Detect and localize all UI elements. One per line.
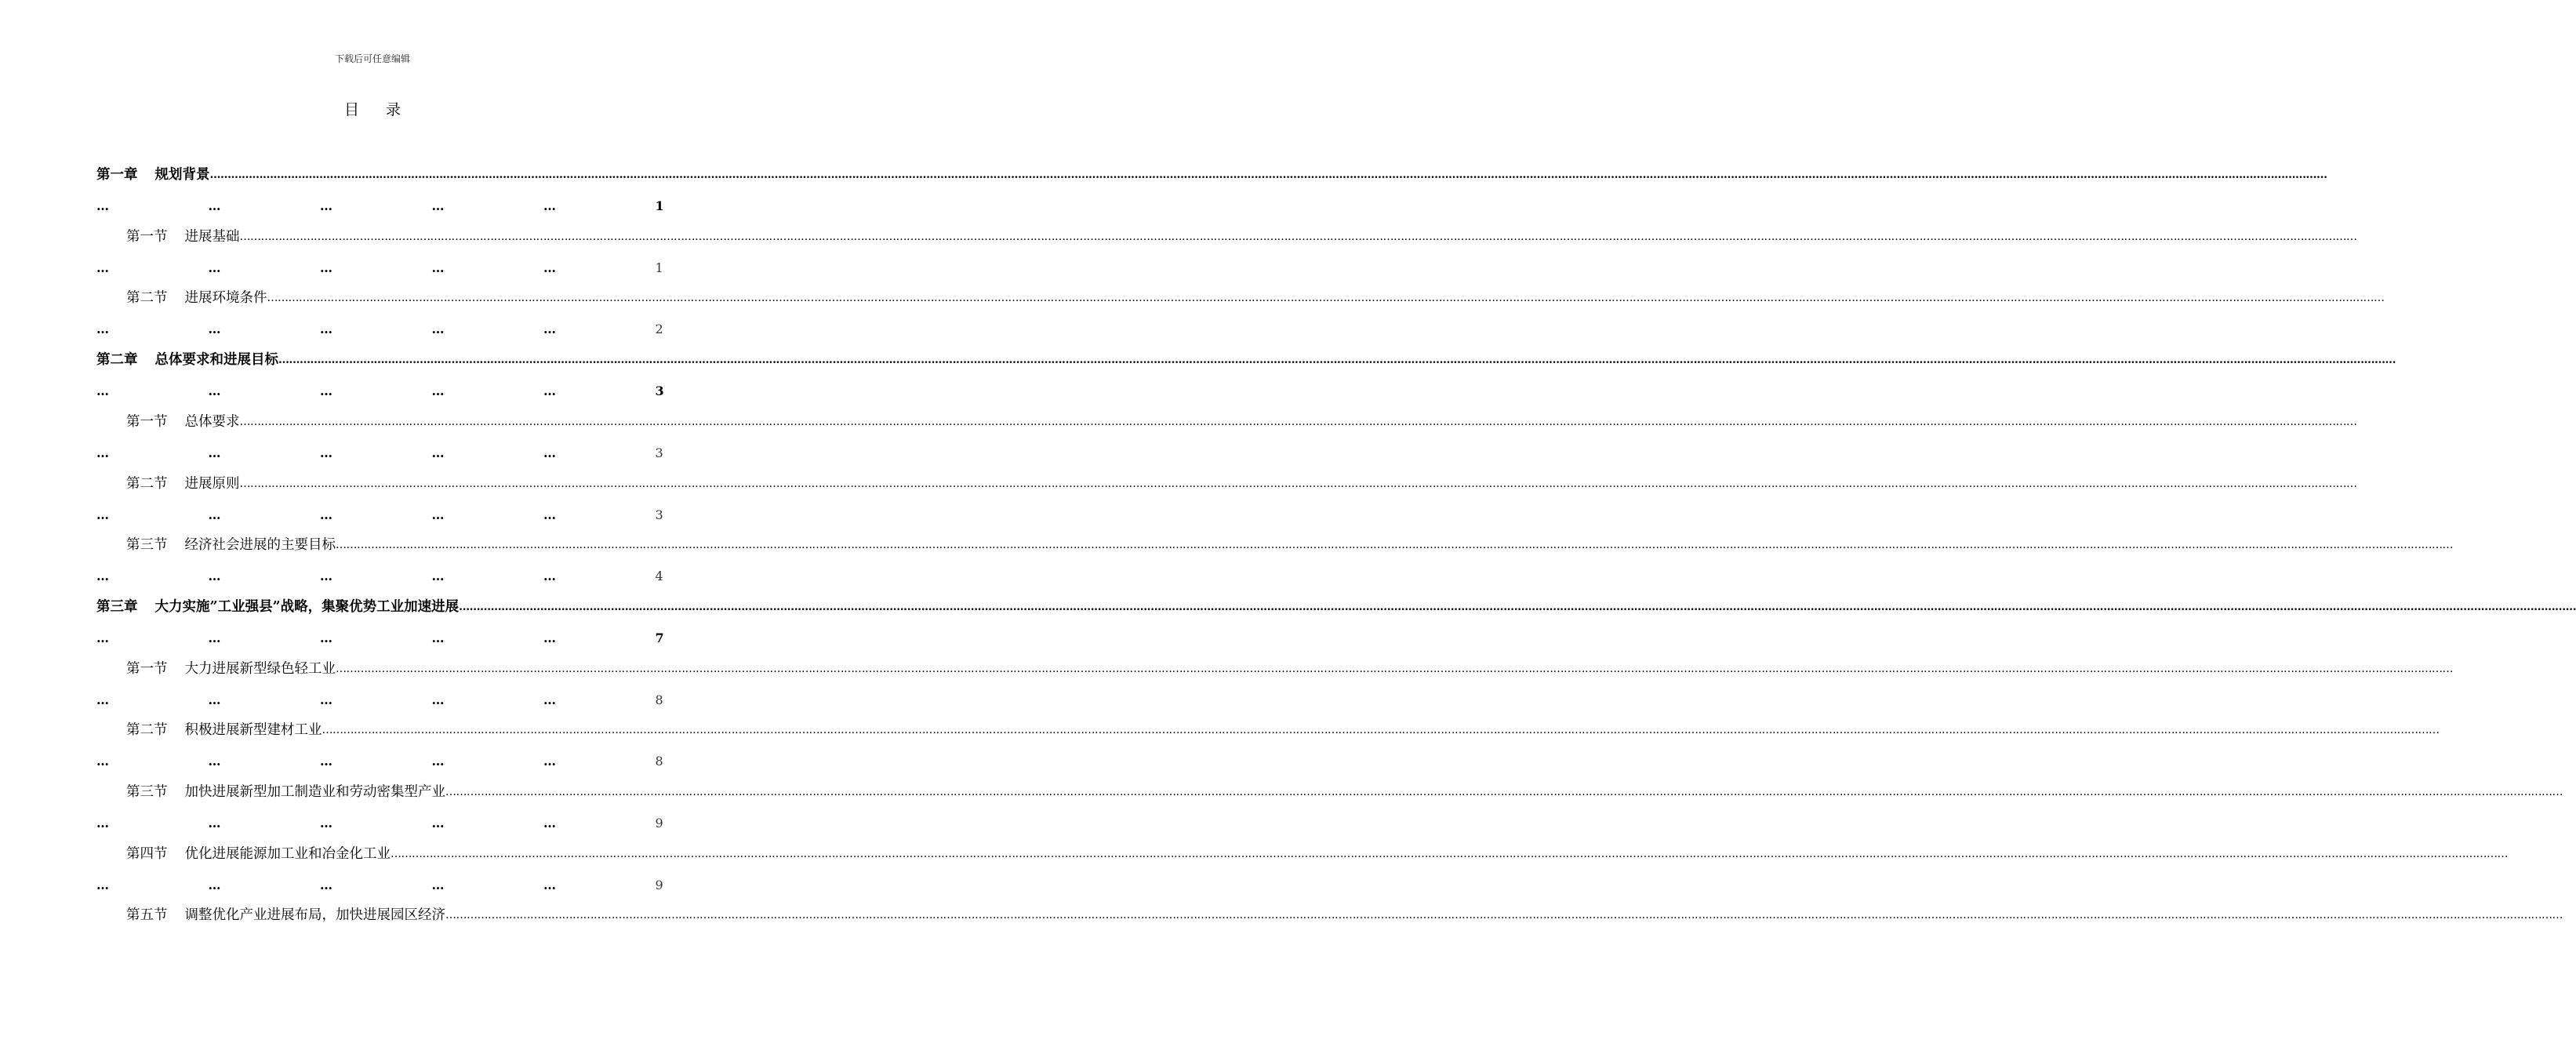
dot-leader: … <box>431 383 444 399</box>
toc-entry-page-row <box>96 751 663 769</box>
dot-leader: … <box>208 445 220 460</box>
dot-leader: … <box>431 692 444 707</box>
toc-page-number: 8 <box>655 692 663 707</box>
toc-entry-heading <box>96 595 2576 616</box>
dot-leader: … <box>208 692 220 707</box>
toc-entry-text: 大力实施”工业强县”战略，集聚优势工业加速进展 <box>154 598 460 615</box>
toc-entry-heading <box>96 348 2396 369</box>
toc-entry-text: 总体要求 <box>184 413 240 430</box>
dot-leader: …………………………………………………………………………………………………………………………………………………………………………………………………………………………………………………………………………………………………………………………………………………………………………………………………………………………………………………………………………………………………………………………………………………… <box>391 847 2508 860</box>
toc-entry-number: 第二节 <box>126 722 168 739</box>
toc-entry-page-row <box>96 258 663 275</box>
dot-leader: … <box>320 260 332 275</box>
dot-leader: … <box>431 445 444 460</box>
toc-entry-text: 大力进展新型绿色轻工业 <box>184 660 336 677</box>
toc-page-number: 3 <box>655 507 663 522</box>
dot-leader: …………………………………………………………………………………………………………………………………………………………………………………………………………………………………………………………………………………………………………………………………………………………………………………………………………………………………………………………………………………………………………………………………………………… <box>445 786 2563 798</box>
toc-entry-page-row <box>96 628 664 645</box>
dot-leader: … <box>431 569 444 584</box>
toc-entry-page-row <box>96 566 663 584</box>
dot-leader: …………………………………………………………………………………………………………………………………………………………………………………………………………………………………………………………………………………………………………………………………………………………………………………………………………………………………………………………………………………………………………………………………………………… <box>459 600 2576 613</box>
dot-leader: … <box>208 816 220 830</box>
dot-leader: … <box>543 877 555 892</box>
dot-leader: … <box>320 383 332 399</box>
toc-entry-page-row <box>96 875 663 892</box>
dot-leader: … <box>96 630 108 645</box>
toc-entry-text: 积极进展新型建材工业 <box>184 722 322 739</box>
toc-entry-page-row <box>96 813 663 830</box>
dot-leader: … <box>543 630 555 645</box>
dot-leader: … <box>431 754 444 769</box>
dot-leader: … <box>543 445 555 460</box>
dot-leader: … <box>320 569 332 584</box>
toc-entry-text: 规划背景 <box>154 167 210 183</box>
dot-leader: … <box>96 383 108 399</box>
toc-entry-number: 第五节 <box>126 907 168 924</box>
dot-leader: … <box>543 322 555 337</box>
dot-leader: … <box>96 507 108 522</box>
dot-leader: … <box>543 692 555 707</box>
dot-leader: …………………………………………………………………………………………………………………………………………………………………………………………………………………………………………………………………………………………………………………………………………………………………………………………………………………………………………………………………………………………………………………………………………………… <box>336 539 2453 552</box>
toc-page-number: 8 <box>655 754 663 769</box>
toc-entry-label <box>96 349 278 369</box>
toc-entry-number: 第三节 <box>126 784 168 800</box>
toc-entry-page-row <box>96 690 663 707</box>
toc-entry-heading <box>126 842 2508 863</box>
dot-leader: … <box>96 445 108 460</box>
dot-leader: …………………………………………………………………………………………………………………………………………………………………………………………………………………………………………………………………………………………………………………………………………………………………………………………………………………………………………………………………………………………………………………………………………………… <box>445 909 2563 922</box>
toc-entry-number: 第一章 <box>96 167 138 183</box>
dot-leader: … <box>96 569 108 584</box>
dot-leader: … <box>208 383 220 399</box>
toc-entry-page-row <box>96 319 663 337</box>
toc-page-number: 3 <box>655 383 664 399</box>
toc-entry-text: 经济社会进展的主要目标 <box>184 537 336 554</box>
toc-entry-heading <box>126 472 2357 492</box>
dot-leader: … <box>431 322 444 337</box>
toc-entry-heading <box>126 410 2357 431</box>
dot-leader: …………………………………………………………………………………………………………………………………………………………………………………………………………………………………………………………………………………………………………………………………………………………………………………………………………………………………………………………………………………………………………………………………………………… <box>267 292 2385 305</box>
dot-leader: … <box>543 754 555 769</box>
toc-entry-number: 第一节 <box>126 660 168 677</box>
toc-page-number: 7 <box>655 630 664 645</box>
toc-entry-text: 调整优化产业进展布局，加快进展园区经济 <box>184 907 445 924</box>
dot-leader: … <box>320 445 332 460</box>
dot-leader: … <box>96 692 108 707</box>
toc-entry-label <box>126 843 391 863</box>
toc-entry-label <box>126 658 336 678</box>
toc-entry-heading <box>126 286 2385 307</box>
toc-entry-heading <box>126 533 2453 554</box>
dot-leader: … <box>543 198 555 213</box>
dot-leader: … <box>320 198 332 213</box>
dot-leader: … <box>208 322 220 337</box>
dot-leader: … <box>208 569 220 584</box>
dot-leader: …………………………………………………………………………………………………………………………………………………………………………………………………………………………………………………………………………………………………………………………………………………………………………………………………………………………………………………………………………………………………………………………………………………… <box>278 354 2396 367</box>
toc-entry-label <box>96 596 459 616</box>
toc-page-number: 1 <box>655 260 663 275</box>
toc-entry-number: 第二节 <box>126 290 168 307</box>
toc-entry-label <box>126 904 445 924</box>
dot-leader: … <box>208 260 220 275</box>
dot-leader: … <box>320 877 332 892</box>
toc-entry-text: 进展原则 <box>184 475 240 492</box>
toc-page-number: 3 <box>655 445 663 460</box>
toc-page-number: 4 <box>655 569 663 584</box>
toc-entry-heading <box>126 718 2440 739</box>
dot-leader: … <box>320 816 332 830</box>
toc-entry-label <box>126 287 267 307</box>
dot-leader: … <box>543 260 555 275</box>
dot-leader: … <box>431 816 444 830</box>
toc-entry-heading <box>126 903 2563 924</box>
dot-leader: … <box>543 816 555 830</box>
toc-entry-label <box>126 781 445 801</box>
dot-leader: … <box>320 754 332 769</box>
dot-leader: … <box>208 630 220 645</box>
toc-entry-number: 第四节 <box>126 845 168 862</box>
toc-page-number: 1 <box>655 198 664 213</box>
toc-entry-text: 加快进展新型加工制造业和劳动密集型产业 <box>184 784 445 800</box>
toc-page-number: 2 <box>655 322 663 337</box>
dot-leader: … <box>208 198 220 213</box>
dot-leader: …………………………………………………………………………………………………………………………………………………………………………………………………………………………………………………………………………………………………………………………………………………………………………………………………………………………………………………………………………………………………………………………………………………… <box>239 230 2357 243</box>
toc-page-number: 9 <box>655 816 663 830</box>
dot-leader: …………………………………………………………………………………………………………………………………………………………………………………………………………………………………………………………………………………………………………………………………………………………………………………………………………………………………………………………………………………………………………………………………………………… <box>336 662 2453 675</box>
toc-entry-number: 第三章 <box>96 598 138 615</box>
dot-leader: … <box>543 507 555 522</box>
dot-leader: … <box>96 260 108 275</box>
dot-leader: … <box>431 198 444 213</box>
toc-entry-heading <box>126 657 2453 678</box>
dot-leader: … <box>320 322 332 337</box>
page-header: 下载后可任意编辑 <box>334 53 410 64</box>
dot-leader: … <box>96 877 108 892</box>
toc-entry-number: 第二章 <box>96 352 138 369</box>
dot-leader: …………………………………………………………………………………………………………………………………………………………………………………………………………………………………………………………………………………………………………………………………………………………………………………………………………………………………………………………………………………………………………………………………………………… <box>209 169 2327 181</box>
dot-leader: … <box>320 630 332 645</box>
toc-entry-text: 优化进展能源加工业和冶金化工业 <box>184 845 391 862</box>
dot-leader: … <box>543 569 555 584</box>
toc-entry-page-row <box>96 443 663 460</box>
toc-entry-label <box>96 164 210 184</box>
toc-entry-label <box>126 719 322 739</box>
dot-leader: … <box>431 507 444 522</box>
dot-leader: … <box>96 816 108 830</box>
toc-entry-label <box>126 226 240 245</box>
dot-leader: … <box>431 877 444 892</box>
dot-leader: … <box>96 322 108 337</box>
toc-page-number: 9 <box>655 877 663 892</box>
toc-entry-heading <box>126 225 2357 245</box>
toc-entry-text: 总体要求和进展目标 <box>154 352 278 369</box>
dot-leader: … <box>96 198 108 213</box>
dot-leader: … <box>543 383 555 399</box>
dot-leader: … <box>208 507 220 522</box>
toc-entry-page-row <box>96 196 664 213</box>
toc-entry-label <box>126 534 336 554</box>
dot-leader: … <box>320 507 332 522</box>
dot-leader: … <box>208 877 220 892</box>
dot-leader: …………………………………………………………………………………………………………………………………………………………………………………………………………………………………………………………………………………………………………………………………………………………………………………………………………………………………………………………………………………………………………………………………………………… <box>239 415 2357 428</box>
toc-entry-number: 第一节 <box>126 413 168 430</box>
dot-leader: … <box>208 754 220 769</box>
toc-entry-label <box>126 473 240 492</box>
toc-entry-page-row <box>96 505 663 522</box>
dot-leader: … <box>96 754 108 769</box>
toc-entry-label <box>126 411 240 431</box>
dot-leader: … <box>431 260 444 275</box>
toc-entry-heading <box>96 163 2327 184</box>
dot-leader: … <box>320 692 332 707</box>
toc-entry-number: 第一节 <box>126 228 168 245</box>
toc-entry-number: 第三节 <box>126 537 168 554</box>
dot-leader: … <box>431 630 444 645</box>
dot-leader: …………………………………………………………………………………………………………………………………………………………………………………………………………………………………………………………………………………………………………………………………………………………………………………………………………………………………………………………………………………………………………………………………………………… <box>239 477 2357 490</box>
toc-entry-text: 进展基础 <box>184 228 240 245</box>
toc-entry-number: 第二节 <box>126 475 168 492</box>
toc-entry-heading <box>126 780 2563 801</box>
toc-title: 目录 <box>343 101 427 118</box>
toc-entry-text: 进展环境条件 <box>184 290 267 307</box>
toc-entry-page-row <box>96 381 664 399</box>
dot-leader: …………………………………………………………………………………………………………………………………………………………………………………………………………………………………………………………………………………………………………………………………………………………………………………………………………………………………………………………………………………………………………………………………………………… <box>322 724 2440 737</box>
